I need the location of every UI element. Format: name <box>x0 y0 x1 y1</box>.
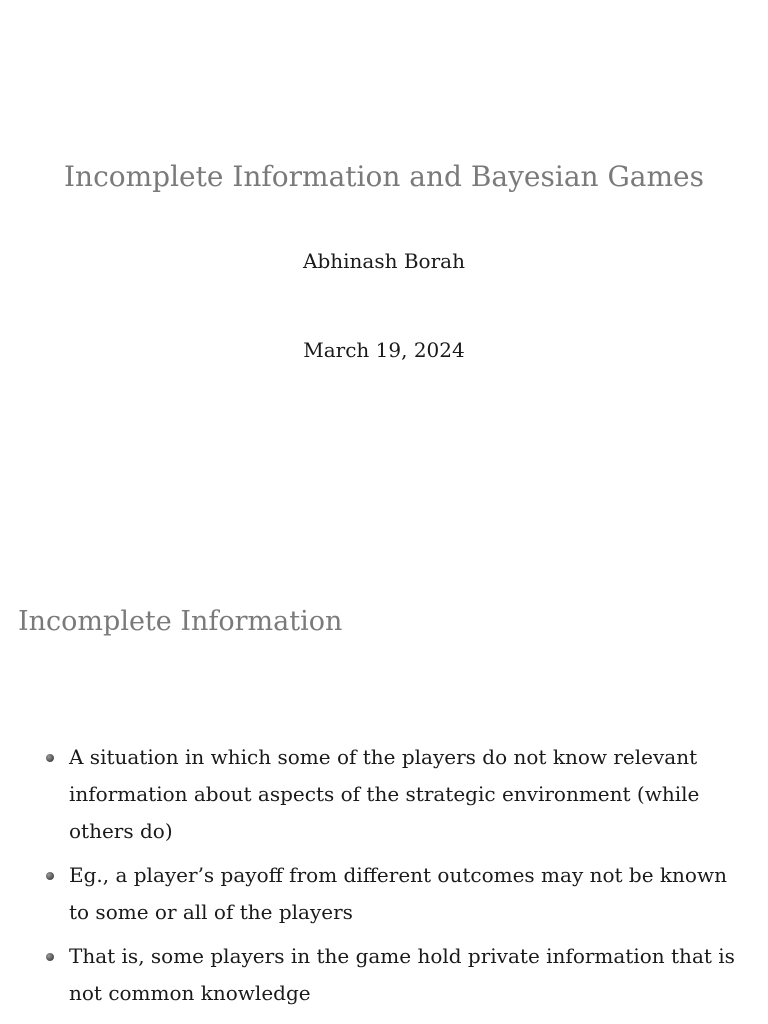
presentation-date: March 19, 2024 <box>303 338 465 362</box>
content-slide <box>0 480 768 1024</box>
bullet-item <box>46 938 746 1012</box>
bullet-item <box>46 857 746 931</box>
bullet-text: That is, some players in the game hold private information that is not common knowledge <box>69 944 735 1005</box>
frame-title: Incomplete Information <box>18 606 343 637</box>
title-slide <box>0 0 768 480</box>
bullet-text: Eg., a player’s payoff from different outcomes may not be known to some or all of the players <box>69 863 727 924</box>
bullet-icon <box>46 872 54 880</box>
bullet-icon <box>46 953 54 961</box>
presentation-title: Incomplete Information and Bayesian Games <box>63 160 704 193</box>
bullet-list <box>46 739 746 1019</box>
bullet-icon <box>46 754 54 762</box>
author-name: Abhinash Borah <box>303 249 465 273</box>
bullet-text: A situation in which some of the players do not know relevant information about aspects of the strategic environment (while others do) <box>69 745 700 843</box>
bullet-item <box>46 739 746 850</box>
